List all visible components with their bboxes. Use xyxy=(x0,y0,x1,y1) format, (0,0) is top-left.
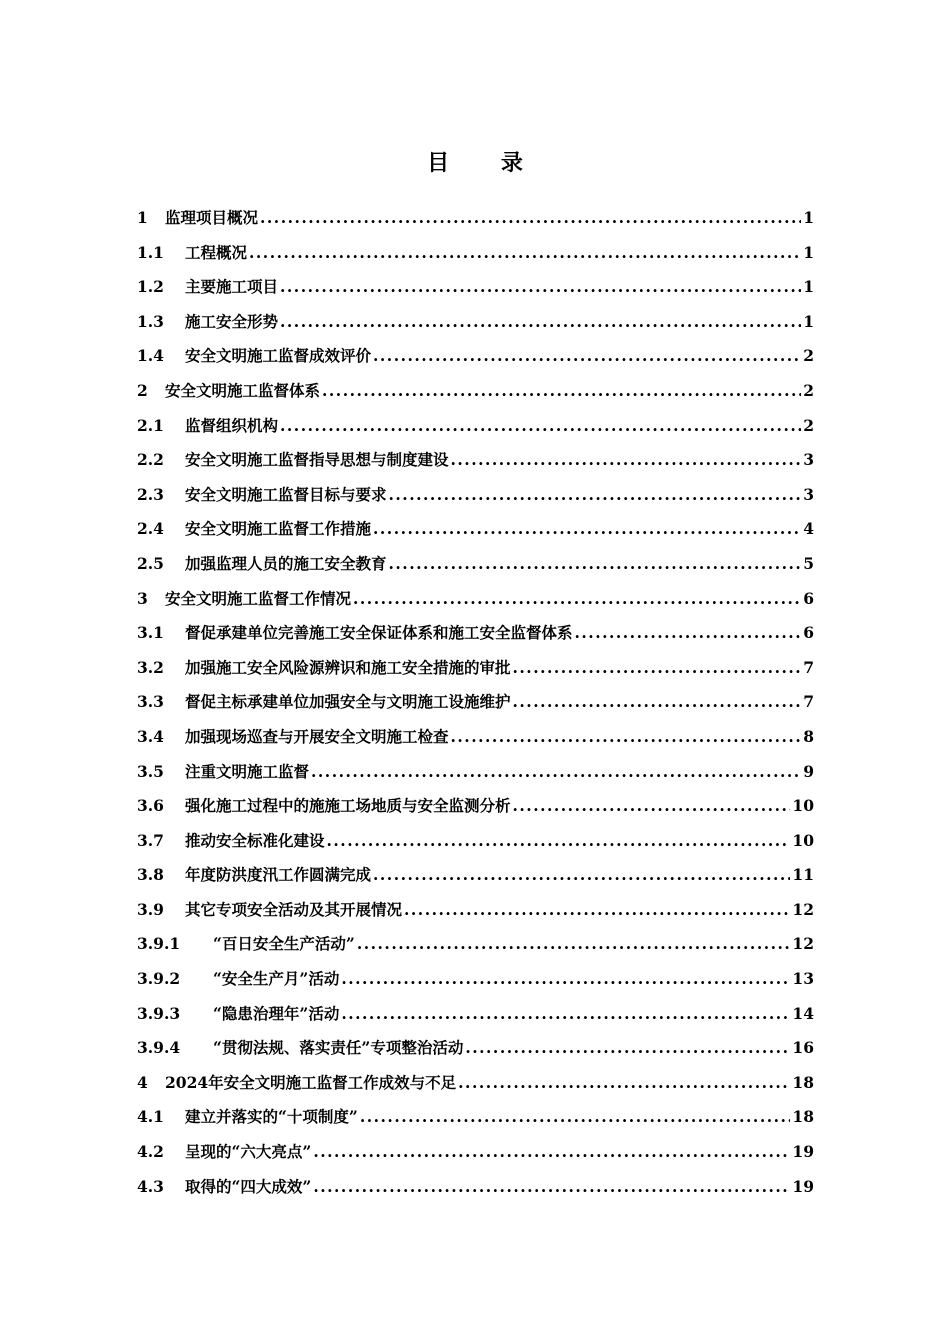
toc-entry[interactable] xyxy=(137,483,814,518)
toc-entry[interactable] xyxy=(137,1071,814,1106)
toc-entry-page-number: 11 xyxy=(792,865,814,885)
toc-entry-title: 监督组织机构 xyxy=(185,415,279,435)
toc-entry-number: 1.4 xyxy=(137,346,164,366)
toc-entry-page-number: 7 xyxy=(803,657,814,677)
toc-entry[interactable] xyxy=(137,206,814,241)
toc-entry-title: 督促承建单位完善施工安全保证体系和施工安全监督体系 xyxy=(185,623,573,643)
toc-dot-leader xyxy=(389,485,802,504)
toc-dot-leader xyxy=(513,692,802,711)
toc-entry-title: 强化施工过程中的施施工场地质与安全监测分析 xyxy=(185,796,511,816)
toc-entry-title: 加强监理人员的施工安全教育 xyxy=(185,553,387,573)
toc-entry-page-number: 1 xyxy=(803,311,814,331)
toc-entry-title: 安全文明施工监督工作措施 xyxy=(185,519,372,539)
toc-dot-leader xyxy=(575,623,802,642)
toc-entry-title: 呈现的“六大亮点” xyxy=(185,1142,312,1162)
toc-entry-title: 安全文明施工监督工作情况 xyxy=(165,588,352,608)
toc-entry-title: 安全文明施工监督指导思想与制度建设 xyxy=(185,450,449,470)
toc-entry-title: 推动安全标准化建设 xyxy=(185,830,325,850)
toc-entry[interactable] xyxy=(137,1140,814,1175)
toc-entry-page-number: 1 xyxy=(803,208,814,227)
toc-entry-page-number: 19 xyxy=(792,1176,814,1196)
toc-entry-number: 1.1 xyxy=(137,242,164,262)
toc-entry-number: 2.2 xyxy=(137,450,164,470)
toc-entry-title: 督促主标承建单位加强安全与文明施工设施维护 xyxy=(185,692,511,712)
toc-entry-page-number: 9 xyxy=(803,761,814,781)
toc-entry-page-number: 18 xyxy=(792,1072,814,1092)
toc-dot-leader xyxy=(513,658,802,677)
toc-dot-leader xyxy=(458,1073,790,1092)
toc-entry[interactable] xyxy=(137,829,814,864)
toc-entry-number: 2.5 xyxy=(137,553,164,573)
toc-entry[interactable] xyxy=(137,1036,814,1071)
toc-entry-page-number: 6 xyxy=(803,623,814,643)
toc-entry-title: 注重文明施工监督 xyxy=(185,761,310,781)
toc-entry-page-number: 5 xyxy=(803,553,814,573)
toc-entry-title: 安全文明施工监督体系 xyxy=(165,380,321,400)
toc-dot-leader xyxy=(311,762,801,781)
toc-dot-leader xyxy=(373,346,801,365)
toc-entry-number: 1.2 xyxy=(137,277,164,297)
toc-dot-leader xyxy=(360,1107,791,1126)
toc-entry-page-number: 19 xyxy=(792,1142,814,1162)
toc-entry[interactable] xyxy=(137,448,814,483)
toc-entry[interactable] xyxy=(137,690,814,725)
toc-entry[interactable] xyxy=(137,863,814,898)
toc-entry[interactable] xyxy=(137,517,814,552)
toc-dot-leader xyxy=(389,554,802,573)
toc-entry[interactable] xyxy=(137,275,814,310)
toc-entry-title: 安全文明施工监督目标与要求 xyxy=(185,484,387,504)
toc-entry-number: 3.9.3 xyxy=(137,1003,181,1023)
toc-entry-page-number: 6 xyxy=(803,588,814,608)
toc-dot-leader xyxy=(327,831,791,850)
toc-entry-page-number: 2 xyxy=(803,346,814,366)
toc-entry[interactable] xyxy=(137,344,814,379)
toc-entry-page-number: 12 xyxy=(792,899,814,919)
toc-entry-title: 工程概况 xyxy=(185,242,248,262)
toc-entry-number: 2.3 xyxy=(137,484,164,504)
toc-entry-number: 3.4 xyxy=(137,726,164,746)
toc-title: 目 录 xyxy=(427,150,545,176)
toc-dot-leader xyxy=(341,1004,790,1023)
toc-entry-title: 取得的“四大成效” xyxy=(185,1176,312,1196)
toc-entry-page-number: 4 xyxy=(803,519,814,539)
toc-entry-page-number: 3 xyxy=(803,450,814,470)
toc-entry-number: 4.3 xyxy=(137,1176,164,1196)
toc-entry[interactable] xyxy=(137,552,814,587)
toc-dot-leader xyxy=(260,208,801,227)
toc-entry-title: 2024年安全文明施工监督工作成效与不足 xyxy=(165,1072,457,1092)
toc-dot-leader xyxy=(513,796,791,815)
toc-entry-page-number: 8 xyxy=(803,726,814,746)
toc-dot-leader xyxy=(280,277,801,296)
toc-entry-number: 2 xyxy=(137,380,148,400)
toc-entry-number: 4.2 xyxy=(137,1142,164,1162)
toc-dot-leader xyxy=(313,1142,790,1161)
toc-entry-number: 3.9.1 xyxy=(137,934,181,954)
toc-entry-number: 3.9.2 xyxy=(137,969,181,989)
toc-entry-page-number: 16 xyxy=(792,1038,814,1058)
toc-dot-leader xyxy=(322,381,801,400)
toc-dot-leader xyxy=(313,1177,790,1196)
toc-entry[interactable] xyxy=(137,656,814,691)
toc-dot-leader xyxy=(280,312,801,331)
toc-entry-number: 3.6 xyxy=(137,796,164,816)
toc-entry[interactable] xyxy=(137,310,814,345)
toc-dot-leader xyxy=(341,969,790,988)
toc-entry-number: 1 xyxy=(137,208,148,227)
toc-entry-number: 3.7 xyxy=(137,830,164,850)
toc-entry[interactable] xyxy=(137,414,814,449)
toc-dot-leader xyxy=(353,589,801,608)
toc-entry-number: 3.2 xyxy=(137,657,164,677)
toc-entry-number: 2.1 xyxy=(137,415,164,435)
toc-entry-title: “百日安全生产活动” xyxy=(213,934,355,954)
toc-entry-title: “隐患治理年”活动 xyxy=(213,1003,340,1023)
toc-dot-leader xyxy=(373,519,801,538)
toc-entry[interactable] xyxy=(137,932,814,967)
toc-entry[interactable] xyxy=(137,967,814,1002)
toc-entry-page-number: 3 xyxy=(803,484,814,504)
toc-entry-title: 加强施工安全风险源辨识和施工安全措施的审批 xyxy=(185,657,511,677)
toc-dot-leader xyxy=(451,727,802,746)
toc-entry-title: 其它专项安全活动及其开展情况 xyxy=(185,899,403,919)
toc-entry-number: 3.1 xyxy=(137,623,164,643)
toc-entry-title: 监理项目概况 xyxy=(165,208,259,227)
toc-entry-number: 3.3 xyxy=(137,692,164,712)
toc-entry-number: 2.4 xyxy=(137,519,164,539)
toc-dot-leader xyxy=(404,900,790,919)
toc-entry-number: 1.3 xyxy=(137,311,164,331)
toc-entry-title: “贯彻法规、落实责任”专项整治活动 xyxy=(213,1038,464,1058)
toc-entry[interactable] xyxy=(137,898,814,933)
toc-dot-leader xyxy=(465,1038,790,1057)
toc-entry-number: 3.9.4 xyxy=(137,1038,181,1058)
toc-list xyxy=(137,206,814,1209)
toc-entry-page-number: 2 xyxy=(803,415,814,435)
toc-entry-page-number: 12 xyxy=(792,934,814,954)
toc-entry[interactable] xyxy=(137,379,814,414)
toc-entry-title: 年度防洪度汛工作圆满完成 xyxy=(185,865,372,885)
toc-entry-page-number: 1 xyxy=(803,277,814,297)
toc-dot-leader xyxy=(373,865,790,884)
toc-entry-title: 主要施工项目 xyxy=(185,277,279,297)
toc-entry[interactable] xyxy=(137,760,814,795)
toc-entry-title: 安全文明施工监督成效评价 xyxy=(185,346,372,366)
toc-entry-page-number: 18 xyxy=(792,1107,814,1127)
toc-entry[interactable] xyxy=(137,1175,814,1210)
toc-entry-page-number: 2 xyxy=(803,380,814,400)
toc-entry[interactable] xyxy=(137,1002,814,1037)
toc-entry-number: 4 xyxy=(137,1072,148,1092)
toc-entry-number: 3.5 xyxy=(137,761,164,781)
toc-entry-title: “安全生产月”活动 xyxy=(213,969,340,989)
toc-dot-leader xyxy=(451,450,802,469)
toc-entry-page-number: 7 xyxy=(803,692,814,712)
toc-entry[interactable] xyxy=(137,241,814,276)
toc-dot-leader xyxy=(357,934,791,953)
toc-entry-page-number: 1 xyxy=(803,242,814,262)
toc-entry-page-number: 10 xyxy=(792,830,814,850)
toc-entry-page-number: 14 xyxy=(792,1003,814,1023)
toc-entry-title: 加强现场巡查与开展安全文明施工检查 xyxy=(185,726,449,746)
toc-entry-page-number: 13 xyxy=(792,969,814,989)
toc-entry-number: 3.8 xyxy=(137,865,164,885)
toc-entry-number: 3.9 xyxy=(137,899,164,919)
toc-entry-title: 施工安全形势 xyxy=(185,311,279,331)
toc-entry[interactable] xyxy=(137,1105,814,1140)
toc-entry-number: 4.1 xyxy=(137,1107,164,1127)
toc-entry[interactable] xyxy=(137,587,814,622)
toc-entry[interactable] xyxy=(137,794,814,829)
toc-dot-leader xyxy=(280,416,801,435)
toc-entry[interactable] xyxy=(137,621,814,656)
toc-dot-leader xyxy=(249,243,801,262)
toc-entry-number: 3 xyxy=(137,588,148,608)
toc-entry[interactable] xyxy=(137,725,814,760)
toc-entry-title: 建立并落实的“十项制度” xyxy=(185,1107,358,1127)
toc-entry-page-number: 10 xyxy=(792,796,814,816)
